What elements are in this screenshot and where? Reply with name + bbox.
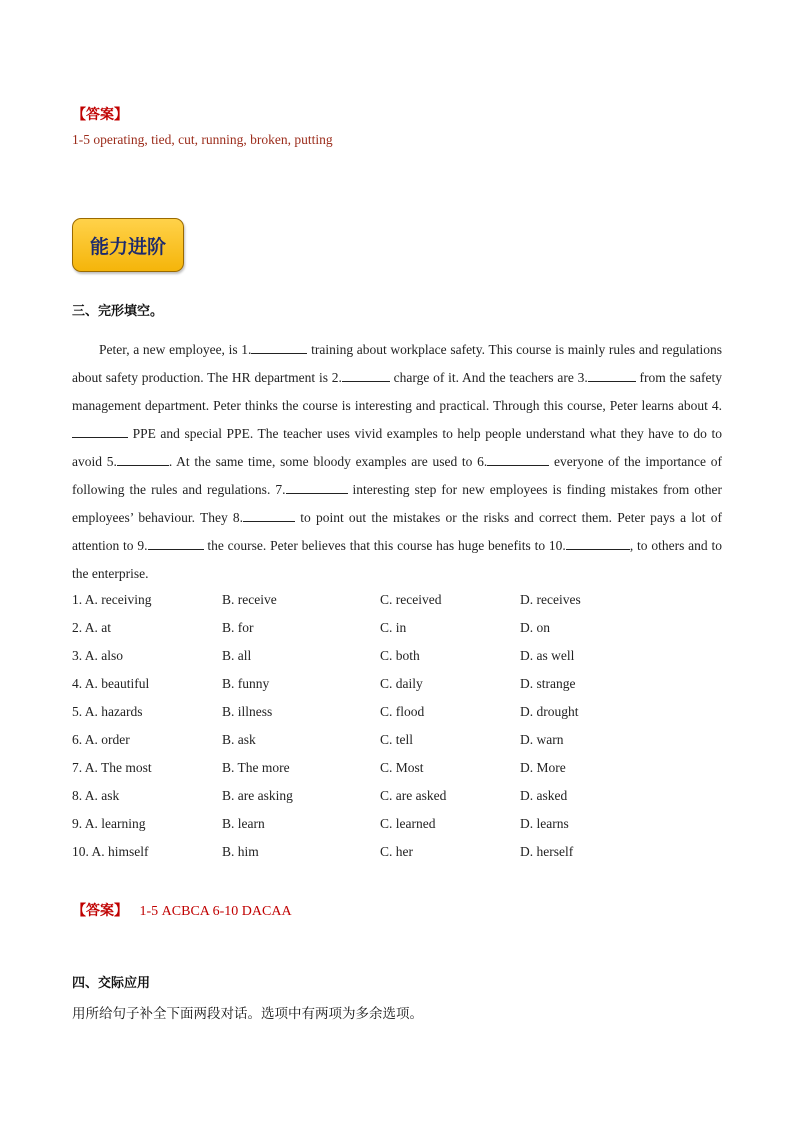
option-6-D: D. warn bbox=[520, 732, 564, 747]
passage-text: training about workplace safety. This course is mainly rules and regulations about safety production. The HR department is 2. bbox=[72, 342, 722, 385]
passage-text: charge of it. And the teachers are 3. bbox=[389, 370, 588, 385]
option-row-7 bbox=[72, 754, 722, 782]
option-4-A: 4. A. beautiful bbox=[72, 676, 150, 691]
blank-9[interactable] bbox=[148, 535, 204, 550]
option-3-C: C. both bbox=[380, 648, 420, 663]
option-9-C: C. learned bbox=[380, 816, 436, 831]
passage-text: to point out the mistakes or the risks and correct them. Peter pays a lot of attention to 9. bbox=[72, 510, 722, 553]
option-9-B: B. learn bbox=[222, 816, 265, 831]
option-6-B: B. ask bbox=[222, 732, 256, 747]
option-6-A: 6. A. order bbox=[72, 732, 130, 747]
answer-label-1: 【答案】 bbox=[72, 108, 128, 123]
passage-text: from the safety management department. Peter thinks the course is interesting and practical. Through this course, Peter learns about 4. bbox=[72, 370, 723, 413]
option-row-2 bbox=[72, 614, 722, 642]
cloze-passage bbox=[72, 336, 722, 588]
answer-text-1: 1-5 operating, tied, cut, running, broken, putting bbox=[72, 132, 333, 147]
option-5-D: D. drought bbox=[520, 704, 579, 719]
option-row-9 bbox=[72, 810, 722, 838]
option-6-C: C. tell bbox=[380, 732, 413, 747]
option-1-B: B. receive bbox=[222, 592, 277, 607]
passage-text: . At the same time, some bloody examples are used to 6. bbox=[168, 454, 488, 469]
answer-text-2: 1-5 ACBCA 6-10 DACAA bbox=[139, 904, 292, 919]
section-3-title: 三、完形填空。 bbox=[72, 304, 164, 319]
option-2-A: 2. A. at bbox=[72, 620, 111, 635]
blank-10[interactable] bbox=[566, 535, 630, 550]
option-4-C: C. daily bbox=[380, 676, 423, 691]
option-10-D: D. herself bbox=[520, 844, 574, 859]
passage-text: everyone of the importance of following the rules and regulations. 7. bbox=[72, 454, 722, 497]
option-1-A: 1. A. receiving bbox=[72, 592, 152, 607]
option-row-10 bbox=[72, 838, 722, 866]
blank-5[interactable] bbox=[117, 451, 169, 466]
blank-6[interactable] bbox=[487, 451, 549, 466]
option-8-B: B. are asking bbox=[222, 788, 293, 803]
option-5-C: C. flood bbox=[380, 704, 425, 719]
option-8-A: 8. A. ask bbox=[72, 788, 120, 803]
blank-2[interactable] bbox=[342, 367, 390, 382]
option-7-B: B. The more bbox=[222, 760, 290, 775]
answer-2 bbox=[72, 900, 292, 920]
option-8-C: C. are asked bbox=[380, 788, 447, 803]
option-1-C: C. received bbox=[380, 592, 442, 607]
option-row-3 bbox=[72, 642, 722, 670]
blank-1[interactable] bbox=[251, 339, 307, 354]
option-7-D: D. More bbox=[520, 760, 566, 775]
option-3-D: D. as well bbox=[520, 648, 575, 663]
option-2-C: C. in bbox=[380, 620, 407, 635]
option-10-A: 10. A. himself bbox=[72, 844, 149, 859]
option-7-A: 7. A. The most bbox=[72, 760, 152, 775]
option-2-B: B. for bbox=[222, 620, 254, 635]
blank-4[interactable] bbox=[72, 423, 128, 438]
passage-text: , to others and to the enterprise. bbox=[72, 538, 722, 581]
option-row-4 bbox=[72, 670, 722, 698]
option-row-6 bbox=[72, 726, 722, 754]
answer-label-2: 【答案】 bbox=[72, 904, 128, 919]
option-row-5 bbox=[72, 698, 722, 726]
passage-text: Peter, a new employee, is 1. bbox=[99, 342, 252, 357]
option-9-D: D. learns bbox=[520, 816, 569, 831]
option-3-B: B. all bbox=[222, 648, 252, 663]
option-4-D: D. strange bbox=[520, 676, 576, 691]
option-4-B: B. funny bbox=[222, 676, 270, 691]
passage-text: the course. Peter believes that this course has huge benefits to 10. bbox=[203, 538, 566, 553]
option-5-A: 5. A. hazards bbox=[72, 704, 143, 719]
blank-7[interactable] bbox=[286, 479, 348, 494]
option-1-D: D. receives bbox=[520, 592, 581, 607]
option-10-B: B. him bbox=[222, 844, 259, 859]
passage-text: interesting step for new employees is finding mistakes from other employees’ behaviour. They 8. bbox=[72, 482, 722, 525]
passage-text: PPE and special PPE. The teacher uses vivid examples to help people understand what they have to do to avoid 5. bbox=[72, 426, 722, 469]
section-4-instruction: 用所给句子补全下面两段对话。选项中有两项为多余选项。 bbox=[72, 1006, 423, 1022]
option-10-C: C. her bbox=[380, 844, 413, 859]
section-4-title: 四、交际应用 bbox=[72, 976, 151, 991]
option-5-B: B. illness bbox=[222, 704, 273, 719]
option-row-1 bbox=[72, 586, 722, 614]
blank-3[interactable] bbox=[588, 367, 636, 382]
option-9-A: 9. A. learning bbox=[72, 816, 146, 831]
blank-8[interactable] bbox=[243, 507, 295, 522]
option-2-D: D. on bbox=[520, 620, 550, 635]
option-row-8 bbox=[72, 782, 722, 810]
section-badge: 能力进阶 bbox=[72, 218, 184, 272]
option-3-A: 3. A. also bbox=[72, 648, 124, 663]
option-7-C: C. Most bbox=[380, 760, 424, 775]
option-8-D: D. asked bbox=[520, 788, 568, 803]
